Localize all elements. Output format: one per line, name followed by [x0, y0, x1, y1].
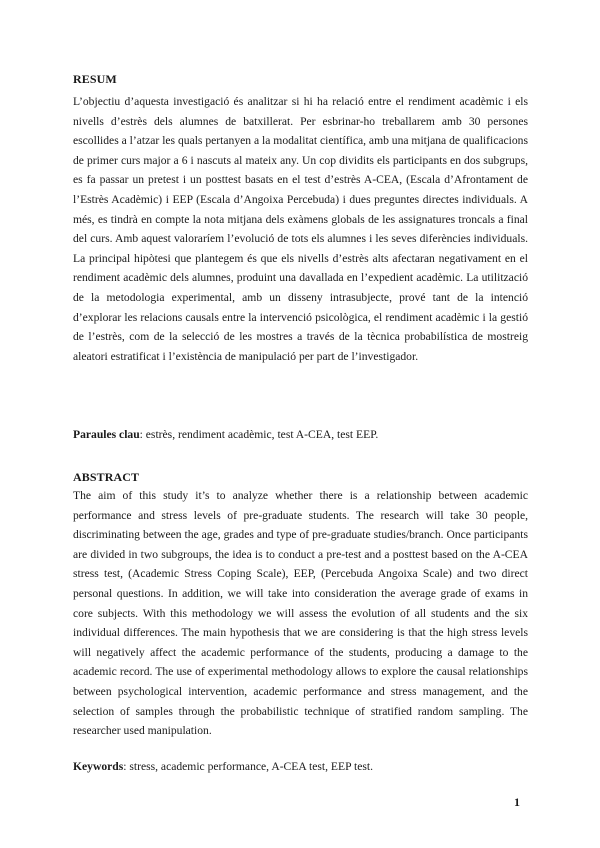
resum-heading: RESUM — [73, 72, 117, 86]
abstract-keywords-text: : stress, academic performance, A-CEA test, EEP test. — [123, 760, 373, 773]
abstract-keywords — [73, 759, 528, 775]
page-number: 1 — [514, 795, 520, 809]
abstract-keywords-label: Keywords — [73, 760, 124, 773]
abstract-heading: ABSTRACT — [73, 470, 140, 484]
abstract-body: The aim of this study it’s to analyze whether there is a relationship between academic performance and stress levels of pre-graduate students. The research will take 30 people, discriminating between the age, grades and type of pre-graduate studies/branch. Once participants are divided in two subgroups, the idea is to conduct a pre-test and a posttest based on the A-CEA stress test, (Academic Stress Coping Scale), EEP, (Percebuda Angoixa Scale) and two direct personal questions. In addition, we will take into consideration the average grade of exams in core subjects. With this methodology we will assess the evolution of all students and the six individual differences. The main hypothesis that we are considering is that the high stress levels will negatively affect the academic performance of the students, producing a damage to the academic record. The use of experimental methodology allows to explore the causal relationships between psychological intervention, academic performance and stress management, and the selection of samples through the probabilistic technique of stratified random sampling. The researcher used manipulation. — [73, 489, 528, 738]
resum-keywords-text: : estrès, rendiment acadèmic, test A-CEA, test EEP. — [139, 428, 379, 441]
resum-body: L’objectiu d’aquesta investigació és analitzar si hi ha relació entre el rendiment acadèmic i els nivells d’estrès dels alumnes de batxillerat. Per esbrinar-ho treballarem amb 30 persones escollides a l’atzar les quals pertanyen a la modalitat científica, amb una mitjana de qualificacions de primer curs major a 6 i nascuts al mateix any. Un cop dividits els participants en dos subgrups, es fa passar un pretest i un posttest basats en el test d’estrès A-CEA, (Escala d’Afrontament de l’Estrès Acadèmic) i EEP (Escala d’Angoixa Percebuda) i dues preguntes directes individuals. A més, es tindrà en compte la nota mitjana dels exàmens globals de les assignatures troncals a final del curs. Amb aquest valoraríem l’evolució de tots els alumnes i les seves diferències individuals. La principal hipòtesi que plantegem és que els nivells d’estrès alts afectaran negativament en el rendiment acadèmic dels alumnes, produint una davallada en l’expedient acadèmic. La utilització de la metodologia experimental, amb un disseny intrasubjecte, prové tant de la intenció d’explorar les relacions causals entre la intervenció psicològica, el rendiment acadèmic i la gestió de l’estrès, com de la selecció de les mostres a través de la tècnica probabilística de mostreig aleatori estratificat i l’existència de manipulació per part de l’investigador. — [73, 95, 528, 363]
resum-keywords-label: Paraules clau — [73, 428, 140, 441]
resum-keywords — [73, 427, 528, 443]
